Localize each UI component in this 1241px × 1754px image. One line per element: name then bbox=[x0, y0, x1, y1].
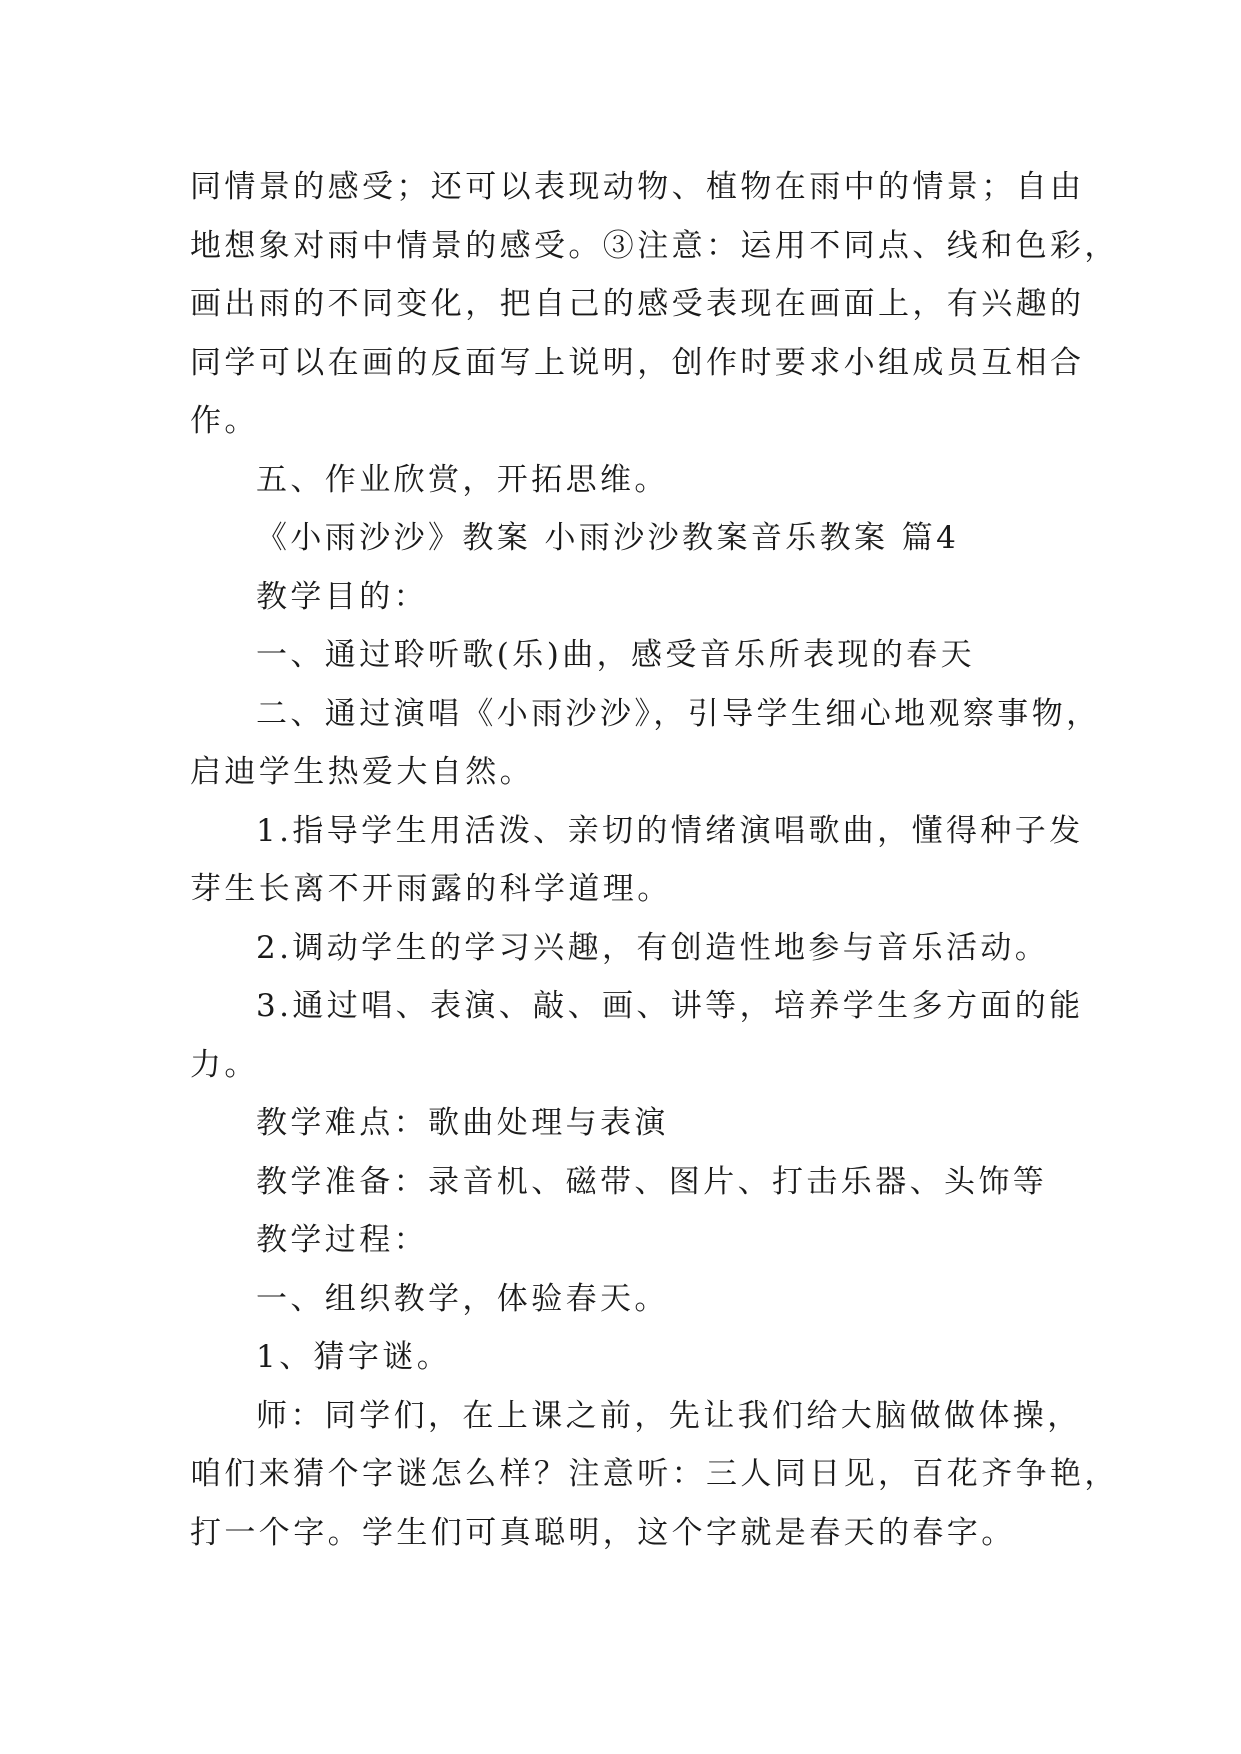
body-line-1: 同情景的感受；还可以表现动物、植物在雨中的情景；自由 bbox=[190, 169, 1085, 205]
objective-1: 一、通过聆听歌(乐)曲，感受音乐所表现的春天 bbox=[256, 637, 975, 673]
body-line-4: 同学可以在画的反面写上说明，创作时要求小组成员互相合 bbox=[190, 344, 1085, 381]
section-heading-homework: 五、作业欣赏，开拓思维。 bbox=[256, 461, 669, 498]
objective-2-cont: 启迪学生热爱大自然。 bbox=[190, 754, 534, 790]
process-step-1: 一、组织教学，体验春天。 bbox=[256, 1280, 669, 1317]
teacher-dialogue-cont-2: 打一个字。学生们可真聪明，这个字就是春天的春字。 bbox=[190, 1514, 1016, 1551]
teacher-dialogue: 师：同学们，在上课之前，先让我们给大脑做做体操， bbox=[256, 1397, 1082, 1434]
list-item-1: 1.指导学生用活泼、亲切的情绪演唱歌曲，懂得种子发 bbox=[256, 812, 1084, 849]
riddle-heading: 1、猜字谜。 bbox=[256, 1339, 452, 1375]
document-body bbox=[190, 158, 1119, 1562]
body-line-3: 画出雨的不同变化，把自己的感受表现在画面上，有兴趣的 bbox=[190, 286, 1085, 322]
list-item-3-cont: 力。 bbox=[190, 1046, 259, 1083]
list-item-1-cont: 芽生长离不开雨露的科学道理。 bbox=[190, 871, 672, 907]
process-heading: 教学过程： bbox=[256, 1222, 428, 1258]
list-item-3: 3.通过唱、表演、敲、画、讲等，培养学生多方面的能 bbox=[256, 988, 1084, 1024]
preparation-line: 教学准备：录音机、磁带、图片、打击乐器、头饰等 bbox=[256, 1163, 1048, 1200]
list-item-2: 2.调动学生的学习兴趣，有创造性地参与音乐活动。 bbox=[256, 929, 1050, 966]
objective-2: 二、通过演唱《小雨沙沙》，引导学生细心地观察事物， bbox=[256, 695, 1101, 732]
body-line-2: 地想象对雨中情景的感受。③注意：运用不同点、线和色彩， bbox=[190, 227, 1119, 264]
lesson-title: 《小雨沙沙》教案 小雨沙沙教案音乐教案 篇4 bbox=[256, 520, 960, 556]
difficulty-line: 教学难点：歌曲处理与表演 bbox=[256, 1105, 669, 1141]
objectives-heading: 教学目的： bbox=[256, 578, 428, 615]
teacher-dialogue-cont-1: 咱们来猜个字谜怎么样？注意听：三人同日见，百花齐争艳， bbox=[190, 1456, 1119, 1492]
body-line-5: 作。 bbox=[190, 403, 259, 439]
